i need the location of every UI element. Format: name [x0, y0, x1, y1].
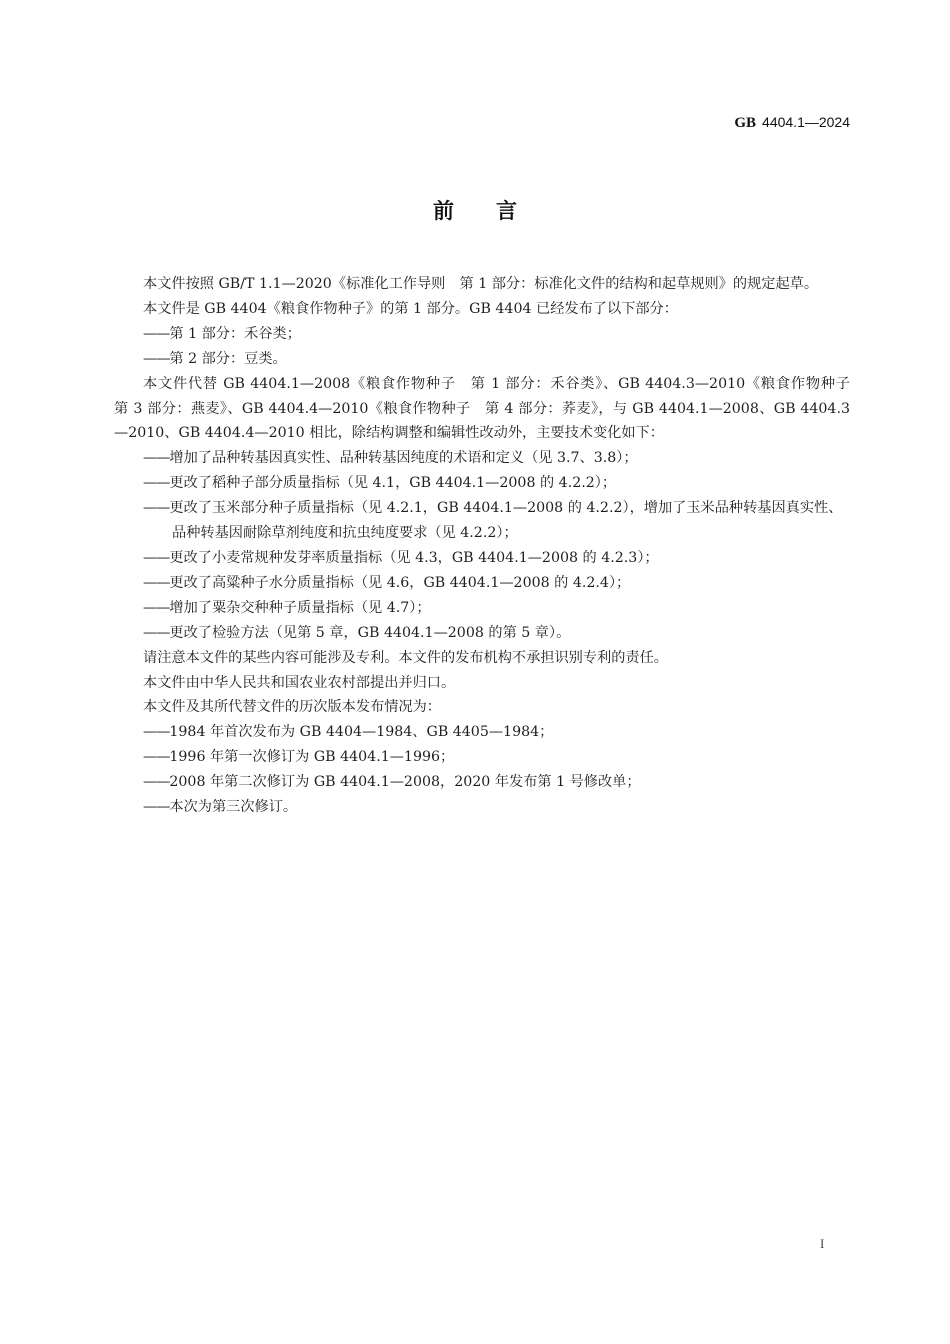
dash-mark: —— [143, 749, 170, 766]
standard-number: 4404.1—2024 [762, 114, 850, 130]
dash-mark: —— [143, 599, 170, 616]
list-item: ——1996 年第一次修订为 GB 4404.1—1996； [143, 749, 455, 766]
list-item: ——更改了高粱种子水分质量指标（见 4.6，GB 4404.1—2008 的 4.2.4）； [143, 574, 631, 591]
dash-mark: —— [143, 624, 170, 641]
paragraph: 本文件及其所代替文件的历次版本发布情况为： [143, 699, 441, 716]
dash-mark: —— [143, 350, 170, 367]
list-item: ——更改了稻种子部分质量指标（见 4.1，GB 4404.1—2008 的 4.2.2）； [143, 475, 617, 492]
list-item: ——增加了品种转基因真实性、品种转基因纯度的术语和定义（见 3.7、3.8）； [143, 450, 638, 467]
dash-mark: —— [143, 574, 170, 591]
list-item: ——1984 年首次发布为 GB 4404—1984、GB 4405—1984； [143, 724, 554, 741]
standard-code [734, 114, 850, 132]
dash-mark: —— [143, 799, 170, 816]
list-item: ——本次为第三次修订。 [143, 799, 298, 816]
list-item: ——增加了粟杂交种种子质量指标（见 4.7）； [143, 599, 431, 616]
dash-mark: —— [143, 475, 170, 492]
paragraph: 本文件按照 GB/T 1.1—2020《标准化工作导则 第 1 部分：标准化文件的结构和起草规则》的规定起草。 [143, 276, 819, 292]
list-item: ——第 1 部分：禾谷类； [143, 325, 301, 342]
dash-mark: —— [143, 500, 170, 517]
paragraph: 本文件代替 GB 4404.1—2008《粮食作物种子 第 1 部分：禾谷类》、GB 4404.3—2010《粮食作物种子 第 3 部分：燕麦》、GB 4404.4—2010《粮食作物种子 第 4 部分：荞麦》，与 GB 4404.1—2008、GB 4404.3—2010、GB 4404.4—2010 相比，除结构调整和编辑性改动外，主要技术变化如下： [114, 375, 865, 442]
list-item: ——第 2 部分：豆类。 [143, 350, 287, 367]
page-title: 前言 [433, 199, 559, 223]
paragraph: 本文件由中华人民共和国农业农村部提出并归口。 [143, 674, 456, 691]
dash-mark: —— [143, 724, 170, 741]
dash-mark: —— [143, 774, 170, 791]
dash-mark: —— [143, 450, 170, 467]
list-item: ——2008 年第二次修订为 GB 4404.1—2008，2020 年发布第 1 号修改单； [143, 774, 641, 791]
standard-prefix: GB [734, 115, 757, 131]
paragraph: 本文件是 GB 4404《粮食作物种子》的第 1 部分。GB 4404 已经发布了以下部分： [143, 300, 678, 317]
dash-mark: —— [143, 325, 170, 342]
list-item: ——更改了检验方法（见第 5 章，GB 4404.1—2008 的第 5 章）。 [143, 624, 571, 641]
list-item: ——更改了小麦常规种发芽率质量指标（见 4.3，GB 4404.1—2008 的 4.2.3）； [143, 549, 659, 566]
dash-mark: —— [143, 549, 170, 566]
paragraph: 请注意本文件的某些内容可能涉及专利。本文件的发布机构不承担识别专利的责任。 [143, 649, 668, 666]
page-number: I [820, 1236, 825, 1251]
list-item: ——更改了玉米部分种子质量指标（见 4.2.1，GB 4404.1—2008 的 4.2.2），增加了玉米品种转基因真实性、品种转基因耐除草剂纯度和抗虫纯度要求（见 4.2.2）； [143, 500, 843, 542]
foreword-body [114, 272, 865, 820]
